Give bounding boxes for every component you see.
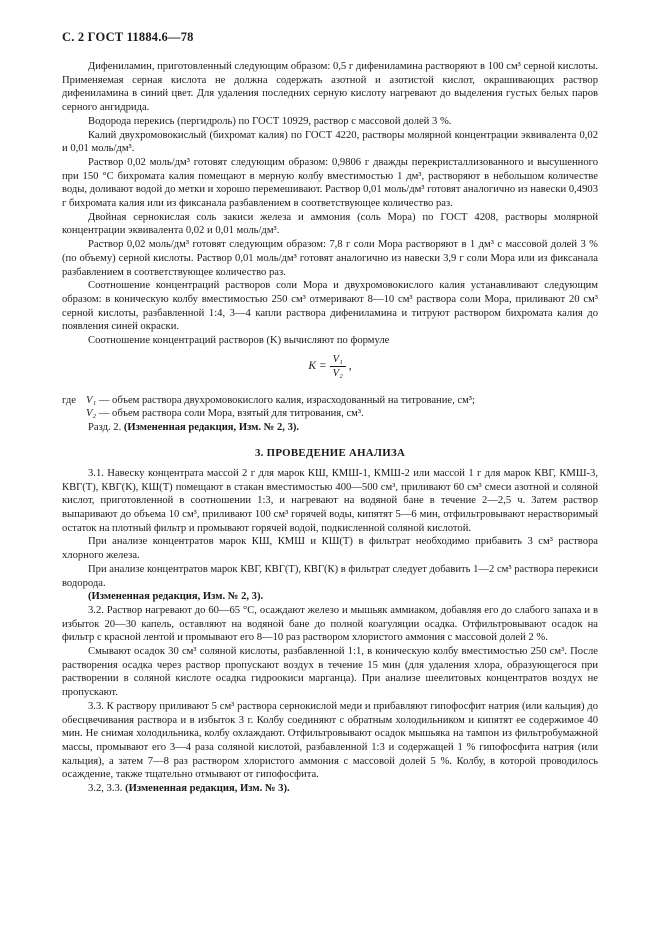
paragraph-mohr-prep: Раствор 0,02 моль/дм³ готовят следующим образом: 7,8 г соли Мора растворяют в 1 дм³ с массовой долей 3 % (по объему) серной кислоты. Раствор 0,01 моль/дм³ готовят аналогично из навески 3,9 г соли Мора или из фиксанала разбавлением в соответствующее количество раз. [62, 239, 598, 278]
where-v2-label: V₂ [86, 408, 97, 420]
paragraph-ratio-formula-intro: Соотношение концентраций растворов (K) вычисляют по формуле [88, 335, 390, 347]
where-v2-text: — объем раствора соли Мора, взятый для титрования, см³. [98, 408, 364, 420]
ratio-formula [62, 354, 598, 388]
final-note-plain: 3.2, 3.3. [88, 783, 123, 795]
paragraph-hydrogen-peroxide: Водорода перекись (пергидроль) по ГОСТ 10929, раствор с массовой долей 3 %. [88, 115, 452, 127]
where-prefix: где [62, 394, 76, 406]
paragraph-potassium-dichromate: Калий двухромовокислый (бихромат калия) по ГОСТ 4220, растворы молярной концентрации эквивалента 0,02 и 0,01 моль/дм³. [62, 129, 598, 155]
formula-denominator: V₂ [332, 367, 343, 379]
paragraph-3-1: 3.1. Навеску концентрата массой 2 г для марок КШ, КМШ-1, КМШ-2 или массой 1 г для марок КВГ, КМШ-3, КВГ(Т), КВГ(К), КШ(Т) помещают в стакан вместимостью 400—500 см³, приливают 60 см³ смеси азотной и соляной кислот, приготовленной в соотношении 1:3, и нагревают на водяной бане в течение 2—2,5 ч. Затем раствор выпаривают до объема 10 см³, приливают 100 см³ горячей воды, кипятят 5—6 мин, отфильтровывают нерастворимый остаток на плотный фильтр и промывают горячей водой, подкисленной соляной кислотой. [62, 467, 598, 534]
paragraph-ferric-chloride: При анализе концентратов марок КШ, КМШ и КШ(Т) в фильтрат необходимо прибавить 3 см³ раствора хлорного железа. [62, 536, 598, 562]
where-v2 [62, 407, 598, 421]
where-v1-text: — объем раствора двухромовокислого калия, израсходованный на титрование, см³; [98, 394, 475, 406]
document-page [62, 30, 598, 796]
final-note [62, 782, 598, 796]
paragraph-dichromate-prep: Раствор 0,02 моль/дм³ готовят следующим образом: 0,9806 г дважды перекристаллизованного и высушенного при 150 °С бихромата калия помещают в мерную колбу вместимостью 1 дм³, растворяют в небольшом количестве воды, доливают водой до метки и хорошо перемешивают. Раствор 0,01 моль/дм³ готовят аналогично из навески 0,4903 г бихромата калия или из фиксанала разбавлением в соответствующее количество раз. [62, 156, 598, 210]
page-header: С. 2 ГОСТ 11884.6—78 [62, 30, 194, 44]
where-v1 [62, 394, 598, 408]
formula-numerator: V₁ [330, 354, 346, 367]
paragraph-3-3: 3.3. К раствору приливают 5 см³ раствора сернокислой меди и прибавляют гипофосфит натрия (или кальция) до обесцвечивания раствора и в избыток 3 г. Колбу соединяют с обратным холодильником и кипятят ее содержимое 40 мин. Не снимая холодильника, колбу охлаждают. Отфильтровывают осадок мышьяка на тампон из фильтробумажной массы, промывают его 3—4 раза соляной кислотой, разбавленной 1:3 и содержащей 1 % гипофосфита натрия (или кальция), а затем 7—8 раз раствором хлористого аммония с массовой долей 5 %. Колбу, в которой проводилось осаждение, также тщательно отмывают от гипофосфита. [62, 700, 598, 781]
note-amendment-2-3: (Измененная редакция, Изм. № 2, 3). [88, 591, 264, 603]
paragraph-mohr-salt: Двойная сернокислая соль закиси железа и аммония (соль Мора) по ГОСТ 4208, растворы молярной концентрации эквивалента 0,02 и 0,01 моль/дм³. [62, 211, 598, 237]
paragraph-precipitate-wash: Смывают осадок 30 см³ соляной кислоты, разбавленной 1:1, в коническую колбу вместимостью 250 см³. После растворения осадка через раствор пропускают воздух в течение 15 мин (для удаления хлора, образующегося при растворении в соляной кислоте осадка гидроокиси марганца). При анализе шеелитовых концентратов воздух не пропускают. [62, 646, 598, 699]
razd-note-plain: Разд. 2. [88, 422, 122, 434]
paragraph-peroxide-add: При анализе концентратов марок КВГ, КВГ(Т), КВГ(К) в фильтрат следует добавить 1—2 см³ раствора перекиси водорода. [62, 563, 598, 589]
section-title: 3. ПРОВЕДЕНИЕ АНАЛИЗА [254, 446, 406, 459]
formula-tail: , [348, 360, 352, 373]
final-note-bold: (Измененная редакция, Изм. № 3). [125, 783, 290, 795]
where-v1-label: V₁ [86, 394, 97, 406]
razd-note-bold: (Измененная редакция, Изм. № 2, 3). [123, 422, 300, 434]
razd-note [62, 421, 598, 435]
paragraph-diphenylamine: Дифениламин, приготовленный следующим образом: 0,5 г дифениламина растворяют в 100 см³ серной кислоты. Применяемая серная кислота не должна содержать азотной и азотистой кислот, окрашивающих раствор дифениламина в синий цвет. Для удаления последних серную кислоту нагревают до выделения густых белых паров серного ангидрида. [62, 61, 598, 114]
paragraph-3-2: 3.2. Раствор нагревают до 60—65 °С, осаждают железо и мышьяк аммиаком, добавляя его до слабого запаха и в избыток 20—30 капель, оставляют на водяной бане до полной коагуляции осадка. Отфильтровывают осадок на фильтр с красной лентой и промывают его 8—10 раз раствором хлористого аммония с массовой долей 2 %. [62, 604, 598, 644]
formula-fraction [330, 354, 346, 379]
formula-lhs: K = [308, 360, 327, 373]
paragraph-ratio-setup: Соотношение концентраций растворов соли Мора и двухромовокислого калия устанавливают следующим образом: в коническую колбу вместимостью 250 см³ отмеривают 8—10 см³ раствора соли Мора, приливают 20 см³ серной кислоты, разбавленной 1:4, 3—4 капли раствора дифениламина и титруют раствором бихромата калия до появления синей окраски. [62, 280, 598, 333]
